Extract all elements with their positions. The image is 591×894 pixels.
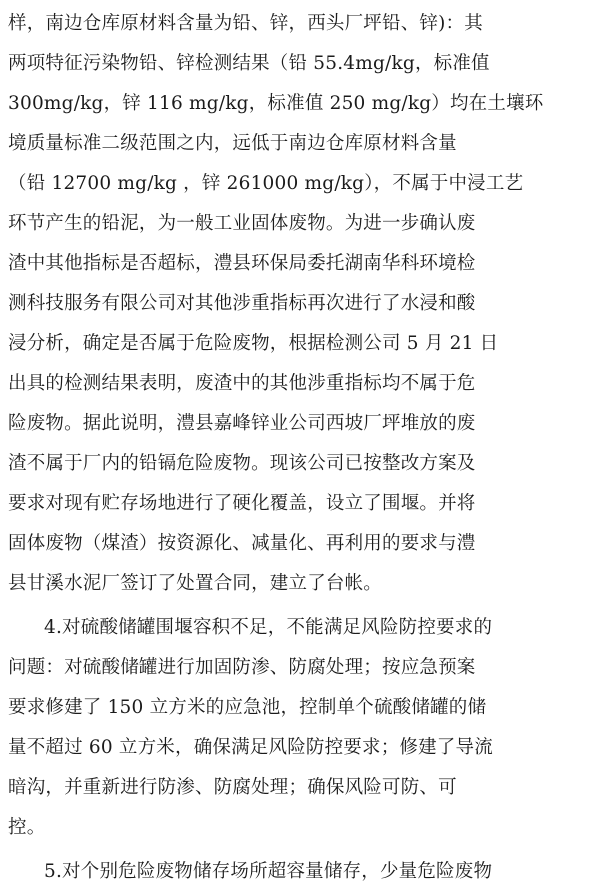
text-line: 浸分析，确定是否属于危险废物，根据检测公司 5 月 21 日 [8,333,499,354]
text-line: 险废物。据此说明，澧县嘉峰锌业公司西坡厂坪堆放的废 [8,413,476,434]
text-line: 环节产生的铅泥，为一般工业固体废物。为进一步确认废 [8,213,476,234]
text-line: 要求对现有贮存场地进行了硬化覆盖，设立了围堰。并将 [8,493,476,514]
paragraph-4-first-line: 4.对硫酸储罐围堰容积不足，不能满足风险防控要求的 [44,617,493,638]
text-line: 出具的检测结果表明，废渣中的其他涉重指标均不属于危 [8,373,476,394]
text-line: 固体废物（煤渣）按资源化、减量化、再利用的要求与澧 [8,533,476,554]
text-line: 量不超过 60 立方米，确保满足风险防控要求；修建了导流 [8,737,493,758]
text-line: 暗沟，并重新进行防渗、防腐处理；确保风险可防、可 [8,777,457,798]
text-line: 测科技服务有限公司对其他涉重指标再次进行了水浸和酸 [8,293,476,314]
text-line: 问题：对硫酸储罐进行加固防渗、防腐处理；按应急预案 [8,657,476,678]
text-line: 县甘溪水泥厂签订了处置合同，建立了台帐。 [8,573,383,594]
paragraph-5-first-line: 5.对个别危险废物储存场所超容量储存，少量危险废物 [44,861,493,882]
text-line: 要求修建了 150 立方米的应急池，控制单个硫酸储罐的储 [8,697,487,718]
text-line: 300mg/kg，锌 116 mg/kg，标准值 250 mg/kg）均在土壤环 [8,93,544,114]
text-line: 渣不属于厂内的铅镉危险废物。现该公司已按整改方案及 [8,453,476,474]
text-line: 控。 [8,817,46,838]
text-line: 渣中其他指标是否超标，澧县环保局委托湖南华科环境检 [8,253,476,274]
text-line: 样，南边仓库原材料含量为铅、锌，西头厂坪铅、锌)：其 [8,13,483,34]
text-line: 境质量标准二级范围之内，远低于南边仓库原材料含量 [8,133,457,154]
text-line: 两项特征污染物铅、锌检测结果（铅 55.4mg/kg，标准值 [8,53,490,74]
text-line: （铅 12700 mg/kg ，锌 261000 mg/kg），不属于中浸工艺 [8,173,524,194]
